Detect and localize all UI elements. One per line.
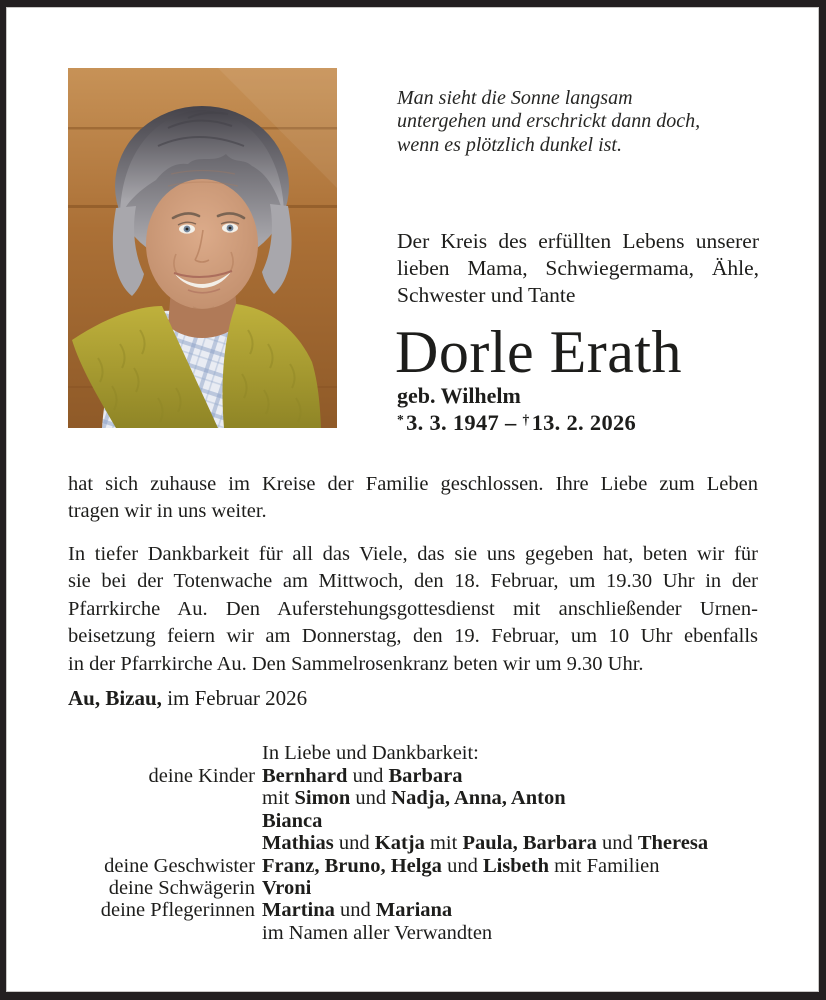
birth-symbol: * (397, 412, 405, 427)
body-paragraph-2 (68, 541, 758, 678)
mourner-relation-label (68, 787, 255, 809)
mourner-relation-label (68, 922, 255, 944)
mourner-names: Bianca (262, 809, 323, 832)
place-names: Au, Bizau, (68, 686, 162, 710)
intro-line: Schwester und Tante (397, 283, 576, 307)
birth-date: 3. 3. 1947 (406, 410, 500, 436)
mourner-row (68, 832, 760, 854)
mourner-relation-label: deine Kinder (148, 765, 255, 787)
body-line: tragen wir in uns weiter. (68, 500, 267, 523)
mourner-names: Bernhard und Barbara (262, 765, 463, 787)
body-line: beisetzung feiern wir am Donnerstag, den 19. Februar, um 10 Uhr ebenfalls (68, 625, 758, 648)
body-line: In tiefer Dankbarkeit für all das Viele, das sie uns gegeben hat, beten wir für (68, 543, 758, 565)
closing-line: In Liebe und Dankbarkeit: (262, 742, 479, 764)
mourner-names: Franz, Bruno, Helga und Lisbeth mit Familien (262, 854, 660, 877)
intro-line: Der Kreis des erfüllten Lebens unserer (397, 229, 759, 253)
body-line: in der Pfarrkirche Au. Den Sammelrosenkranz beten wir um 9.30 Uhr. (68, 652, 644, 675)
body-paragraph-1 (68, 471, 758, 526)
death-date: 13. 2. 2026 (531, 410, 637, 436)
mourner-relation-label: deine Geschwister (104, 854, 255, 877)
quote-line: untergehen und erschrickt dann doch, (397, 110, 701, 133)
mourner-names: Martina und Mariana (262, 899, 453, 922)
quote-line: wenn es plötzlich dunkel ist. (397, 133, 622, 156)
intro-text (397, 228, 759, 309)
mourner-names: Vroni (262, 877, 312, 900)
quote-line: Man sieht die Sonne langsam (397, 87, 633, 109)
mourner-row (68, 810, 760, 832)
body-line: Pfarrkirche Au. Den Auferstehungsgottesdienst mit anschließender Urnen- (68, 597, 758, 620)
life-dates (397, 408, 757, 435)
maiden-name: geb. Wilhelm (397, 383, 521, 408)
epitaph-quote (397, 87, 749, 157)
place-date-line (68, 686, 758, 711)
death-symbol: † (522, 412, 530, 427)
mourner-relation-label (68, 832, 255, 854)
mourner-row (68, 765, 760, 787)
mourner-row (68, 899, 760, 921)
mourner-names: mit Simon und Nadja, Anna, Anton (262, 787, 566, 810)
face (146, 179, 258, 309)
mourner-row (68, 922, 760, 944)
body-line: sie bei der Totenwache am Mittwoch, den 18. Februar, um 19.30 Uhr in der (68, 570, 758, 593)
mourner-row (68, 877, 760, 899)
mourners-list (68, 765, 760, 944)
mourner-relation-label (68, 810, 255, 832)
deceased-name: Dorle Erath (395, 319, 683, 385)
intro-line: lieben Mama, Schwiegermama, Ähle, (397, 256, 759, 280)
mourner-row (68, 787, 760, 809)
body-line: hat sich zuhause im Kreise der Familie geschlossen. Ihre Liebe zum Leben (68, 473, 758, 495)
mourner-names: Mathias und Katja mit Paula, Barbara und Theresa (262, 832, 709, 855)
mourner-relation-label: deine Pflegerinnen (100, 899, 255, 922)
portrait-photo (68, 68, 337, 428)
date-separator: – (505, 410, 517, 436)
mourner-names: im Namen aller Verwandten (262, 921, 493, 944)
mourner-relation-label: deine Schwägerin (108, 877, 255, 900)
month-year: im Februar 2026 (161, 686, 308, 710)
portrait-photo-illustration (68, 68, 337, 428)
mourner-row (68, 855, 760, 877)
